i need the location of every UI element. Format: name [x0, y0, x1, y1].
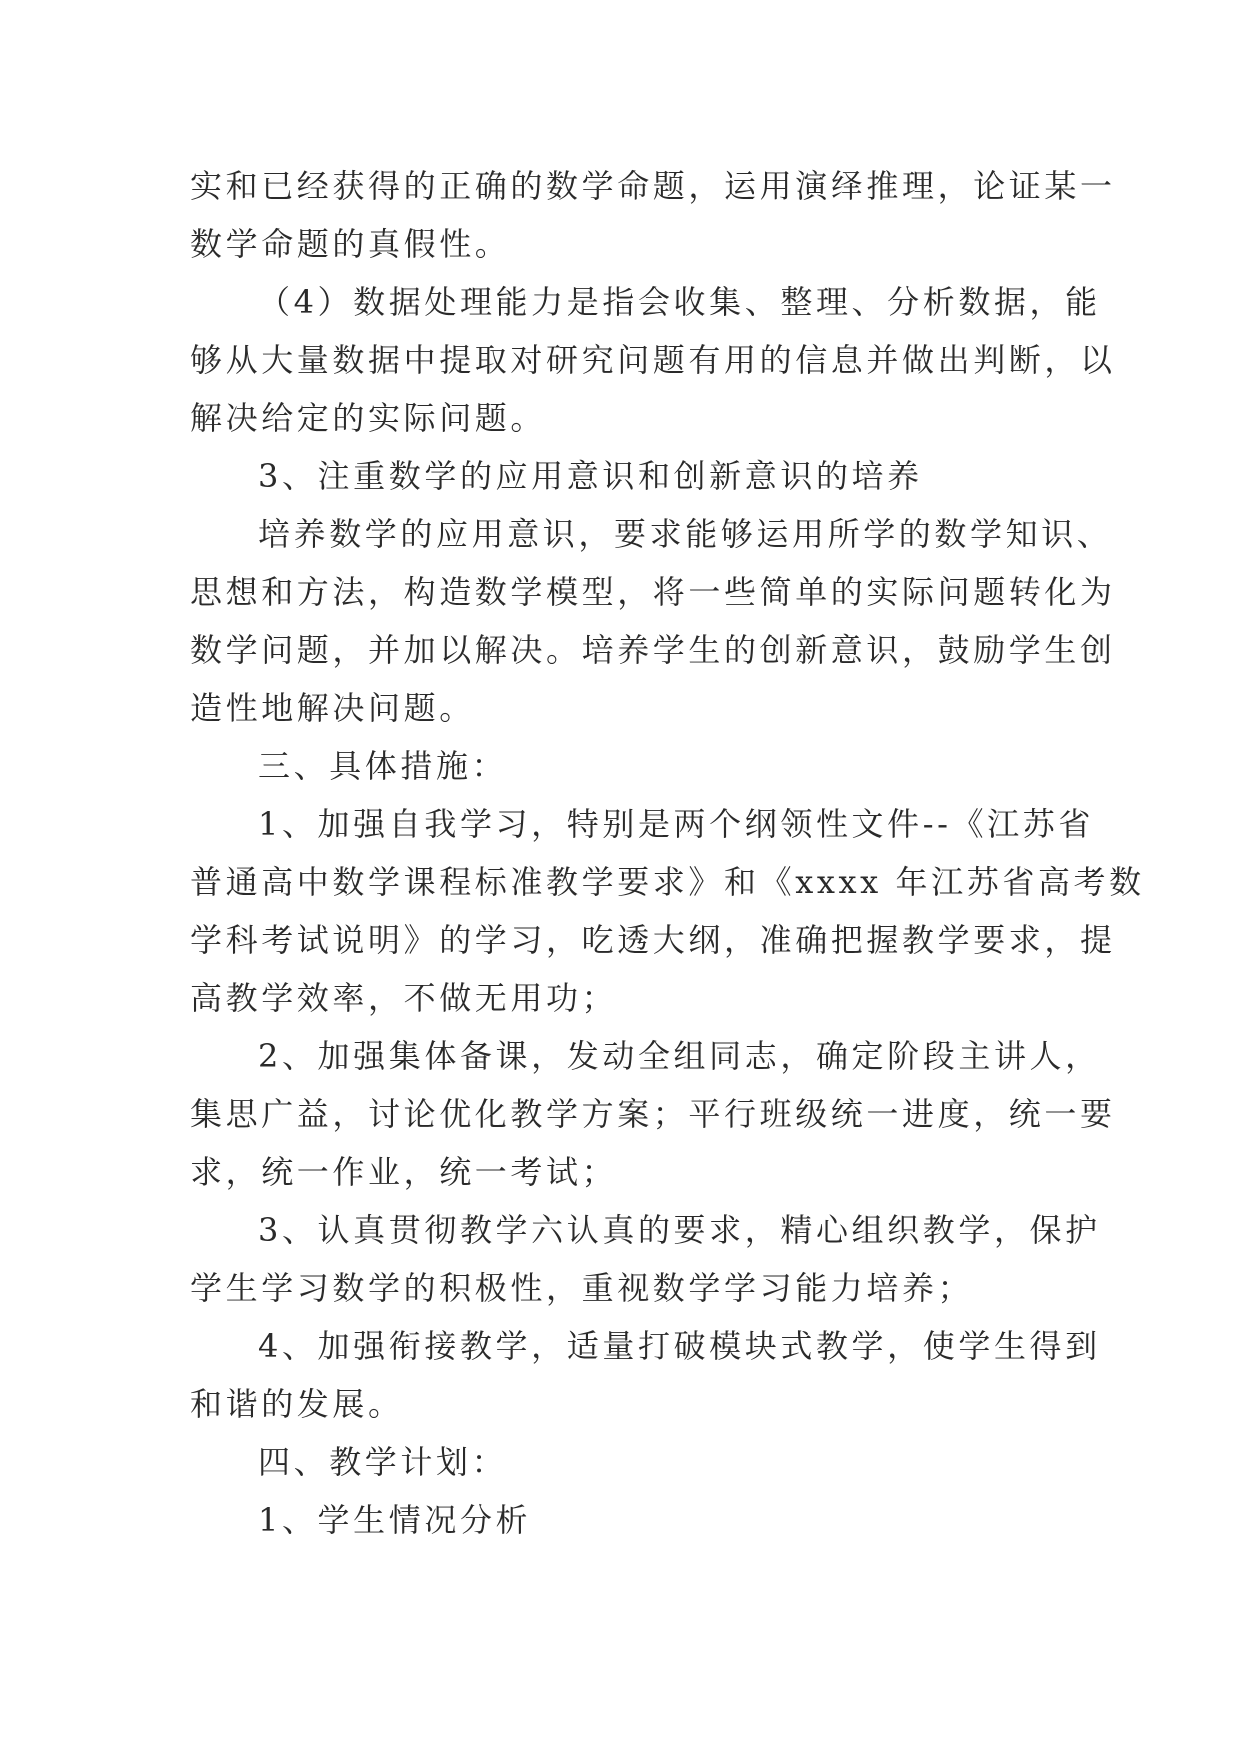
section-heading: 四、教学计划：	[258, 1443, 508, 1481]
section-heading: 三、具体措施：	[258, 747, 508, 785]
paragraph-start: 培养数学的应用意识，要求能够运用所学的数学知识、	[258, 515, 1113, 553]
text-line: 普通高中数学课程标准教学要求》和《xxxx 年江苏省高考数	[190, 863, 1145, 901]
paragraph-start: （4）数据处理能力是指会收集、整理、分析数据，能	[258, 283, 1101, 321]
text-line: 实和已经获得的正确的数学命题，运用演绎推理，论证某一	[190, 167, 1116, 205]
paragraph-start: 3、认真贯彻教学六认真的要求，精心组织教学，保护	[258, 1211, 1101, 1249]
text-line: 学科考试说明》的学习，吃透大纲，准确把握教学要求，提	[190, 921, 1116, 959]
paragraph-start: 1、加强自我学习，特别是两个纲领性文件--《江苏省	[258, 805, 1094, 843]
text-line: 学生学习数学的积极性，重视数学学习能力培养；	[190, 1269, 974, 1307]
text-line: 够从大量数据中提取对研究问题有用的信息并做出判断，以	[190, 341, 1116, 379]
text-line: 求，统一作业，统一考试；	[190, 1153, 618, 1191]
text-line: 和谐的发展。	[190, 1385, 404, 1423]
text-line: 数学问题，并加以解决。培养学生的创新意识，鼓励学生创	[190, 631, 1116, 669]
subsection-heading: 1、学生情况分析	[258, 1501, 532, 1539]
text-line: 数学命题的真假性。	[190, 225, 511, 263]
text-line: 集思广益，讨论优化教学方案；平行班级统一进度，统一要	[190, 1095, 1116, 1133]
paragraph-start: 2、加强集体备课，发动全组同志，确定阶段主讲人，	[258, 1037, 1101, 1075]
text-line: 思想和方法，构造数学模型，将一些简单的实际问题转化为	[190, 573, 1116, 611]
text-line: 造性地解决问题。	[190, 689, 475, 727]
text-line: 解决给定的实际问题。	[190, 399, 547, 437]
text-line: 高教学效率，不做无用功；	[190, 979, 618, 1017]
section-heading: 3、注重数学的应用意识和创新意识的培养	[258, 457, 923, 495]
paragraph-start: 4、加强衔接教学，适量打破模块式教学，使学生得到	[258, 1327, 1101, 1365]
